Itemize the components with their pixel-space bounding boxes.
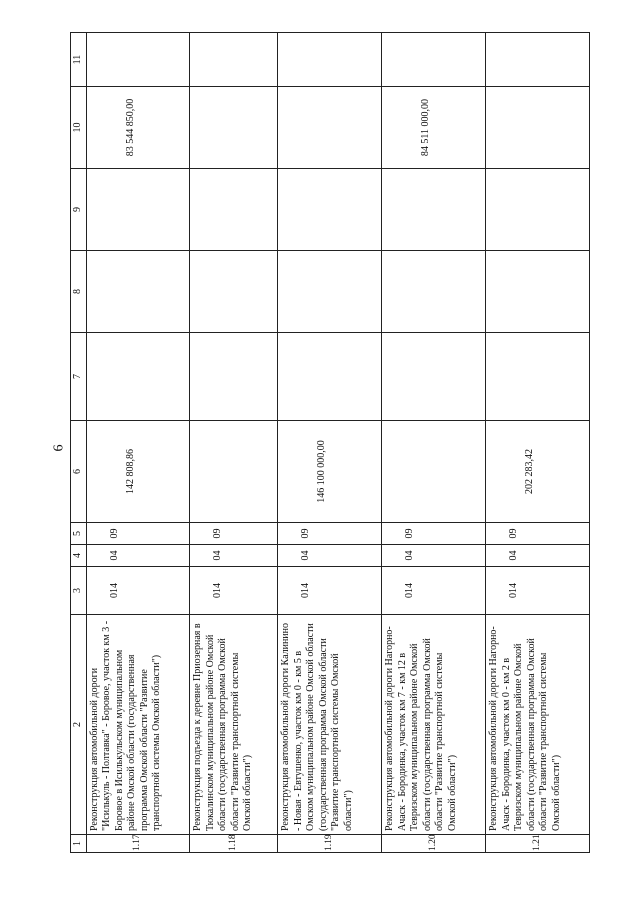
- row-description: Реконструкция подъезда к деревне Приозерная в Тюкалинском муниципальном районе Омской области (государственная программа Омской области "Развитие транспортной системы Омской области"): [190, 615, 278, 835]
- subsection-code: 09: [486, 523, 590, 545]
- row-number: 1.18: [190, 835, 278, 853]
- amount-col-8: [190, 251, 278, 333]
- column-header: 6: [71, 421, 87, 523]
- ministry-code: 014: [190, 567, 278, 615]
- table-row: [86, 33, 190, 853]
- amount-col-7: [190, 333, 278, 421]
- amount-col-8: [86, 251, 190, 333]
- amount-col-11: [278, 33, 382, 87]
- amount-col-9: [86, 169, 190, 251]
- column-header: 4: [71, 545, 87, 567]
- subsection-code: 09: [190, 523, 278, 545]
- ministry-code: 014: [486, 567, 590, 615]
- row-description: Реконструкция автомобильной дороги "Исилькуль - Полтавка" - Боровое, участок км 3 - Боровое в Исилькульском муниципальном районе Омской области (государственная программа Омской области "Развитие транспортной системы Омской области"): [86, 615, 190, 835]
- amount-col-6: [382, 421, 486, 523]
- amount-col-8: [382, 251, 486, 333]
- ministry-code: 014: [278, 567, 382, 615]
- amount-col-10: [486, 87, 590, 169]
- column-number-row: [71, 33, 87, 853]
- row-description: Реконструкция автомобильной дороги Нагорно-Ачаск - Бородинка, участок км 7 - км 12 в Тевризском муниципальном районе Омской области (государственная программа Омской области "Развитие транспортной системы Омской области"): [382, 615, 486, 835]
- column-header: 8: [71, 251, 87, 333]
- column-header: 11: [71, 33, 87, 87]
- amount-col-6: 146 100 000,00: [278, 421, 382, 523]
- table-row: [278, 33, 382, 853]
- column-header: 10: [71, 87, 87, 169]
- section-code: 04: [382, 545, 486, 567]
- ministry-code: 014: [382, 567, 486, 615]
- budget-table: [70, 32, 590, 853]
- section-code: 04: [190, 545, 278, 567]
- amount-col-9: [278, 169, 382, 251]
- column-header: 7: [71, 333, 87, 421]
- amount-col-6: 202 283,42: [486, 421, 590, 523]
- column-header: 3: [71, 567, 87, 615]
- budget-table-sheet: [70, 33, 590, 853]
- amount-col-7: [278, 333, 382, 421]
- amount-col-7: [486, 333, 590, 421]
- column-header: 1: [71, 835, 87, 853]
- subsection-code: 09: [278, 523, 382, 545]
- section-code: 04: [486, 545, 590, 567]
- amount-col-10: [278, 87, 382, 169]
- amount-col-11: [382, 33, 486, 87]
- amount-col-10: [190, 87, 278, 169]
- amount-col-8: [278, 251, 382, 333]
- amount-col-11: [486, 33, 590, 87]
- row-number: 1.19: [278, 835, 382, 853]
- table-row: [190, 33, 278, 853]
- amount-col-10: 83 544 850,00: [86, 87, 190, 169]
- amount-col-9: [382, 169, 486, 251]
- subsection-code: 09: [86, 523, 190, 545]
- amount-col-9: [486, 169, 590, 251]
- amount-col-10: 84 511 000,00: [382, 87, 486, 169]
- column-header: 9: [71, 169, 87, 251]
- amount-col-8: [486, 251, 590, 333]
- subsection-code: 09: [382, 523, 486, 545]
- amount-col-6: 142 808,86: [86, 421, 190, 523]
- amount-col-11: [190, 33, 278, 87]
- row-number: 1.17: [86, 835, 190, 853]
- ministry-code: 014: [86, 567, 190, 615]
- row-description: Реконструкция автомобильной дороги Нагорно-Ачаск - Бородинка, участок км 0 - км 2 в Тевризском муниципальном районе Омской области (государственная программа Омской области "Развитие транспортной системы Омской области"): [486, 615, 590, 835]
- column-header: 5: [71, 523, 87, 545]
- amount-col-7: [86, 333, 190, 421]
- table-row: [486, 33, 590, 853]
- row-number: 1.21: [486, 835, 590, 853]
- amount-col-7: [382, 333, 486, 421]
- page-number: 6: [51, 444, 67, 452]
- row-number: 1.20: [382, 835, 486, 853]
- column-header: 2: [71, 615, 87, 835]
- amount-col-11: [86, 33, 190, 87]
- amount-col-9: [190, 169, 278, 251]
- section-code: 04: [278, 545, 382, 567]
- section-code: 04: [86, 545, 190, 567]
- table-row: [382, 33, 486, 853]
- amount-col-6: [190, 421, 278, 523]
- row-description: Реконструкция автомобильной дороги Калинино - Новая - Евтушенко, участок км 0 - км 5 в Омском муниципальном районе Омской области (государственная программа Омской области "Развитие транспортной системы Омской области"): [278, 615, 382, 835]
